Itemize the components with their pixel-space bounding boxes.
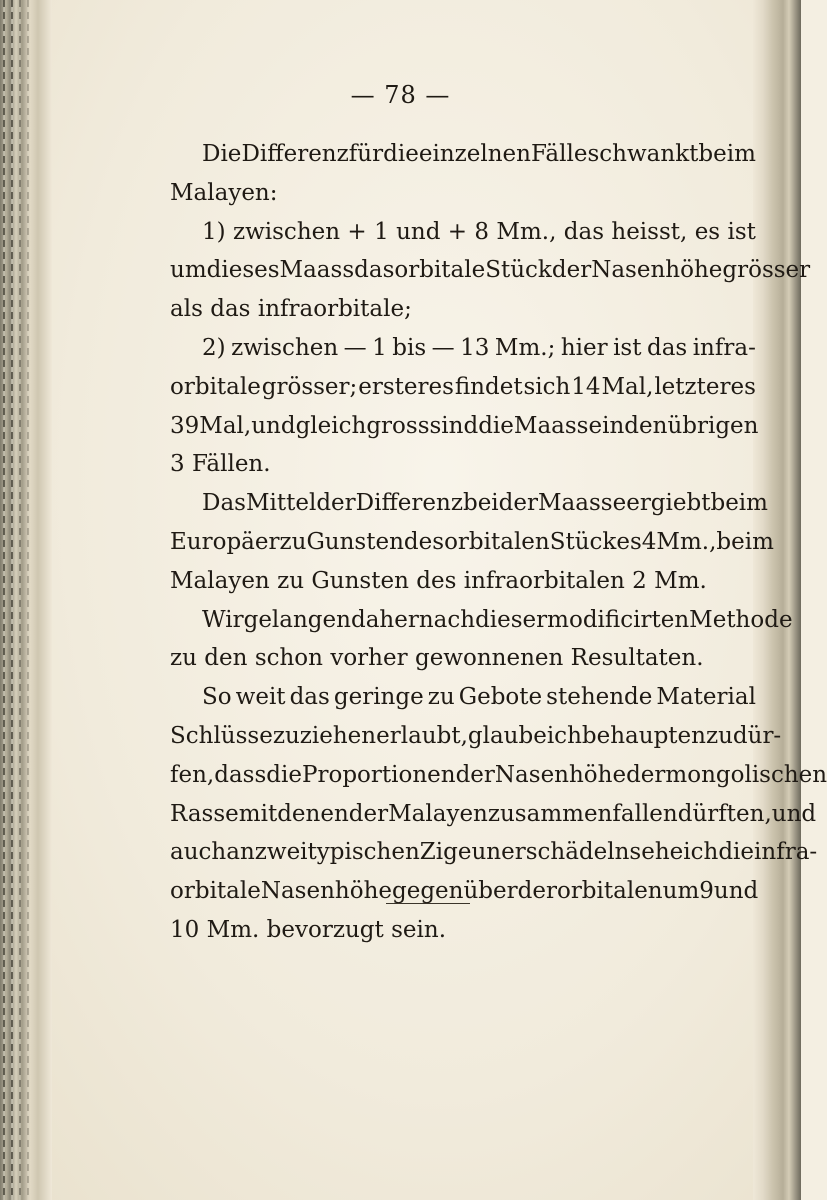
word: dass bbox=[214, 761, 267, 788]
word: zu bbox=[170, 645, 197, 672]
text-line bbox=[170, 639, 756, 678]
word: typischen bbox=[307, 839, 420, 866]
word: Gunsten bbox=[306, 528, 404, 555]
text-line bbox=[170, 678, 756, 717]
word: 2 bbox=[632, 567, 647, 594]
word: das bbox=[646, 334, 688, 361]
body-text bbox=[170, 135, 827, 950]
word: auch bbox=[170, 839, 227, 866]
word: Gebote bbox=[458, 684, 543, 711]
word: Malayen bbox=[388, 800, 488, 827]
word: orbitalen bbox=[556, 878, 663, 905]
word: nach bbox=[418, 606, 476, 633]
word: daher bbox=[350, 606, 419, 633]
word: der bbox=[455, 761, 495, 788]
word: infra- bbox=[754, 839, 818, 866]
word: gewonnenen bbox=[414, 645, 564, 672]
word: des bbox=[416, 567, 457, 594]
word: Mal, bbox=[199, 412, 252, 439]
word: Mal, bbox=[601, 373, 654, 400]
word: und bbox=[396, 218, 441, 245]
word: Differenz bbox=[355, 490, 463, 517]
text-line bbox=[170, 833, 818, 872]
word: Material bbox=[656, 684, 756, 711]
word: die bbox=[266, 761, 302, 788]
word: ziehen bbox=[299, 722, 377, 749]
word: Fällen. bbox=[192, 451, 271, 478]
text-line bbox=[170, 368, 756, 407]
text-line bbox=[170, 523, 774, 562]
word: beim bbox=[710, 490, 768, 517]
word: ergiebt bbox=[626, 490, 711, 517]
word: orbitale bbox=[170, 878, 261, 905]
word: Stück bbox=[485, 257, 552, 284]
word: ich bbox=[546, 722, 582, 749]
word: vorher bbox=[330, 645, 408, 672]
word: schon bbox=[254, 645, 323, 672]
text-line bbox=[170, 911, 756, 950]
word: schwankt bbox=[587, 141, 699, 167]
text-line bbox=[170, 795, 817, 834]
word: — bbox=[343, 334, 367, 361]
word: mit bbox=[238, 800, 278, 827]
word: der bbox=[626, 761, 666, 788]
word: Malayen bbox=[170, 567, 270, 594]
word: 1) bbox=[202, 218, 226, 245]
word: zu bbox=[705, 722, 733, 749]
word: übrigen bbox=[667, 412, 759, 439]
word: das bbox=[354, 257, 395, 284]
word: Schlüsse bbox=[170, 722, 273, 749]
word: Europäer bbox=[170, 528, 280, 555]
word: glaube bbox=[467, 722, 547, 749]
word: + bbox=[347, 218, 367, 245]
word: Differenz bbox=[241, 141, 349, 167]
word: ich bbox=[683, 839, 719, 866]
word: zu bbox=[427, 684, 455, 711]
word: infra- bbox=[692, 334, 756, 361]
word: zwei bbox=[254, 839, 308, 866]
text-line bbox=[170, 872, 759, 911]
word: gross bbox=[366, 412, 430, 439]
word: infraorbitale; bbox=[257, 296, 412, 323]
word: das bbox=[563, 218, 605, 245]
word: Stückes bbox=[549, 528, 642, 555]
word: 10 bbox=[170, 916, 200, 943]
word: modificirten bbox=[547, 606, 690, 633]
word: Methode bbox=[689, 606, 793, 633]
text-line bbox=[170, 601, 793, 640]
word: infraorbitalen bbox=[463, 567, 625, 594]
word: findet bbox=[454, 373, 523, 400]
word: 13 bbox=[460, 334, 490, 361]
word: + bbox=[447, 218, 468, 245]
text-line bbox=[170, 329, 756, 368]
word: das bbox=[289, 684, 330, 711]
word: Rasse bbox=[170, 800, 239, 827]
word: gelangen bbox=[243, 606, 351, 633]
word: hier bbox=[560, 334, 608, 361]
word: des bbox=[403, 528, 445, 555]
word: zusammenfallen bbox=[487, 800, 678, 827]
word: Gunsten bbox=[311, 567, 409, 594]
word: ist bbox=[613, 334, 642, 361]
text-line bbox=[170, 407, 759, 446]
section-end-rule bbox=[386, 903, 470, 904]
word: sind bbox=[429, 412, 479, 439]
text-line bbox=[170, 717, 782, 756]
word: zu bbox=[272, 722, 300, 749]
word: in bbox=[602, 412, 625, 439]
word: und bbox=[771, 800, 817, 827]
text-line bbox=[170, 484, 768, 523]
word: fen, bbox=[170, 761, 215, 788]
word: dür- bbox=[732, 722, 782, 749]
text-line bbox=[170, 756, 827, 795]
word: stehende bbox=[546, 684, 653, 711]
word: weit bbox=[235, 684, 286, 711]
word: Mm. bbox=[654, 567, 707, 594]
word: Das bbox=[202, 490, 246, 517]
word: ersteres bbox=[358, 373, 454, 400]
word: grösser bbox=[722, 257, 811, 284]
word: — bbox=[431, 334, 455, 361]
word: letzteres bbox=[654, 373, 756, 400]
word: und bbox=[713, 878, 759, 905]
word: So bbox=[202, 684, 232, 711]
word: Mm., bbox=[496, 218, 557, 245]
word: dürften, bbox=[677, 800, 772, 827]
word: es bbox=[694, 218, 721, 245]
word: Maasse bbox=[538, 490, 627, 517]
word: Die bbox=[202, 141, 242, 167]
word: Proportionen bbox=[302, 761, 456, 788]
scan-left-edge bbox=[0, 0, 52, 1200]
word: bis bbox=[392, 334, 427, 361]
text-line bbox=[170, 562, 756, 601]
word: Mm., bbox=[656, 528, 717, 555]
word: Mm.; bbox=[494, 334, 556, 361]
word: 4 bbox=[641, 528, 657, 555]
word: denen bbox=[277, 800, 349, 827]
word: 1 bbox=[372, 334, 387, 361]
word: die bbox=[383, 141, 419, 167]
word: Maasse bbox=[513, 412, 603, 439]
text-line bbox=[170, 174, 756, 213]
word: und bbox=[251, 412, 296, 439]
word: beider bbox=[462, 490, 538, 517]
word: zwischen bbox=[232, 218, 341, 245]
word: orbitalen bbox=[444, 528, 550, 555]
word: 3 bbox=[170, 451, 185, 478]
word: der bbox=[551, 257, 592, 284]
word: behaupten bbox=[581, 722, 706, 749]
text-line bbox=[170, 290, 756, 329]
word: beim bbox=[698, 141, 756, 167]
page-number: — 78 — bbox=[350, 81, 451, 109]
word: Mittel bbox=[245, 490, 317, 517]
word: der bbox=[348, 800, 389, 827]
word: zu bbox=[277, 567, 305, 594]
word: heisst, bbox=[611, 218, 688, 245]
text-line bbox=[170, 445, 756, 484]
word: an bbox=[226, 839, 255, 866]
word: den bbox=[624, 412, 668, 439]
word: sein. bbox=[391, 916, 447, 943]
word: Nasenhöhe bbox=[260, 878, 392, 905]
word: orbitale bbox=[394, 257, 486, 284]
word: geringe bbox=[333, 684, 424, 711]
word: 8 bbox=[474, 218, 490, 245]
word: Mm. bbox=[206, 916, 260, 943]
word: orbitale bbox=[170, 373, 261, 400]
word: gleich bbox=[295, 412, 367, 439]
text-line bbox=[170, 213, 756, 252]
word: der bbox=[517, 878, 557, 905]
word: Zigeunerschädeln bbox=[419, 839, 630, 866]
word: den bbox=[204, 645, 248, 672]
word: der bbox=[316, 490, 356, 517]
word: Resultaten. bbox=[570, 645, 704, 672]
word: 14 bbox=[571, 373, 601, 400]
word: ist bbox=[727, 218, 756, 245]
word: als bbox=[170, 296, 203, 323]
text-line bbox=[170, 135, 756, 174]
word: bevorzugt bbox=[266, 916, 384, 943]
word: grösser; bbox=[261, 373, 358, 400]
word: Nasenhöhe bbox=[591, 257, 723, 284]
word: zwischen bbox=[231, 334, 339, 361]
word: beim bbox=[716, 528, 774, 555]
word: dieser bbox=[475, 606, 548, 633]
word: Malayen: bbox=[170, 179, 278, 206]
word: dieses bbox=[206, 257, 280, 284]
word: um bbox=[170, 257, 207, 284]
word: für bbox=[348, 141, 384, 167]
word: 2) bbox=[202, 334, 226, 361]
word: Maass bbox=[279, 257, 355, 284]
word: die bbox=[718, 839, 755, 866]
text-line bbox=[170, 251, 811, 290]
word: Fälle bbox=[531, 141, 588, 167]
word: einzelnen bbox=[418, 141, 531, 167]
word: sehe bbox=[629, 839, 684, 866]
word: mongolischen bbox=[665, 761, 827, 788]
word: Wir bbox=[202, 606, 244, 633]
word: 1 bbox=[374, 218, 389, 245]
word: zu bbox=[279, 528, 307, 555]
word: um bbox=[662, 878, 700, 905]
word: sich bbox=[523, 373, 571, 400]
word: erlaubt, bbox=[376, 722, 468, 749]
word: das bbox=[210, 296, 251, 323]
word: die bbox=[478, 412, 514, 439]
word: 39 bbox=[170, 412, 200, 439]
word: gegenüber bbox=[392, 878, 518, 905]
word: 9 bbox=[699, 878, 714, 905]
word: Nasenhöhe bbox=[494, 761, 627, 788]
